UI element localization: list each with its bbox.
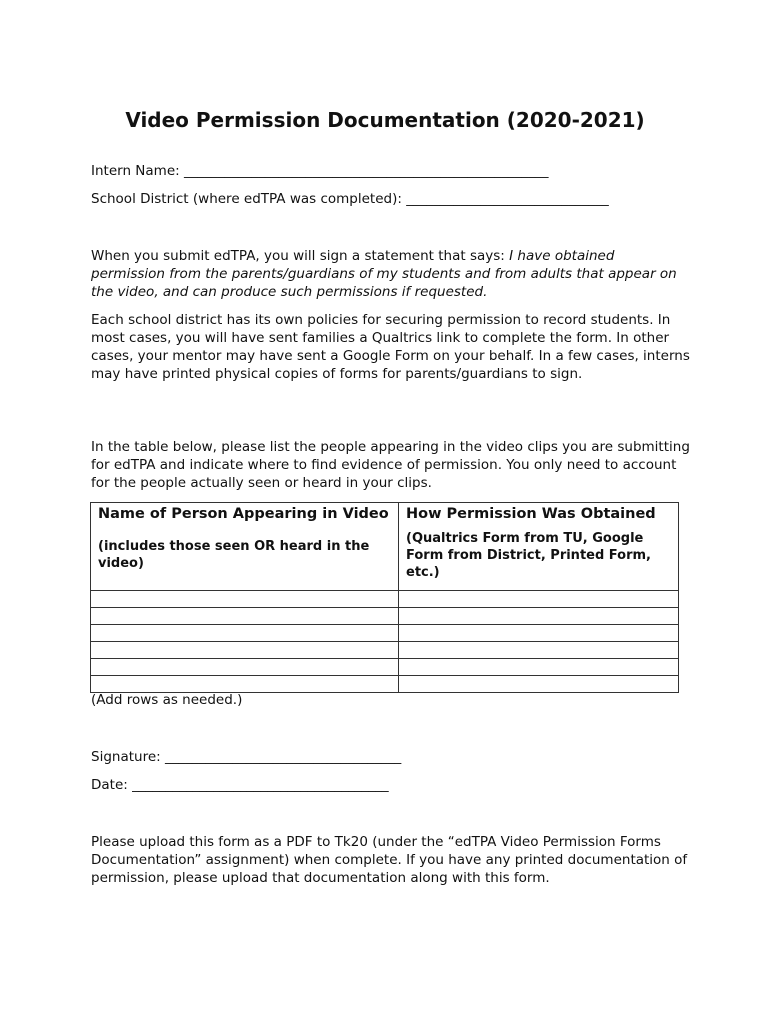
- name-cell: [91, 642, 399, 659]
- document-title: Video Permission Documentation (2020-2021): [125, 108, 645, 132]
- date-field: Date: ______________________________________: [91, 777, 389, 793]
- add-rows-note: (Add rows as needed.): [91, 692, 243, 708]
- header-permission-title: How Permission Was Obtained: [406, 506, 656, 522]
- permission-cell: [399, 625, 679, 642]
- table-row: [91, 625, 679, 642]
- table-header-permission: [399, 503, 679, 591]
- table-row: [91, 591, 679, 608]
- table-row: [91, 608, 679, 625]
- statement-paragraph: [91, 247, 691, 301]
- name-cell: [91, 608, 399, 625]
- statement-quote: I have obtained permission from the parents/guardians of my students and from adults that appear on the video, and can produce such permissions if requested.: [91, 248, 677, 300]
- table-header-name: [91, 503, 399, 591]
- permission-table: [90, 502, 679, 693]
- signature-field: Signature: ___________________________________: [91, 749, 402, 765]
- permission-cell: [399, 642, 679, 659]
- permission-cell: [399, 676, 679, 693]
- permission-cell: [399, 591, 679, 608]
- name-cell: [91, 591, 399, 608]
- statement-intro: When you submit edTPA, you will sign a statement that says:: [91, 248, 510, 264]
- table-instructions: In the table below, please list the people appearing in the video clips you are submitting for edTPA and indicate where to find evidence of permission. You only need to account for the people actually seen or heard in your clips.: [91, 439, 690, 491]
- name-cell: [91, 659, 399, 676]
- header-permission-subtitle: (Qualtrics Form from TU, Google Form from District, Printed Form, etc.): [406, 531, 651, 580]
- permission-cell: [399, 659, 679, 676]
- name-cell: [91, 676, 399, 693]
- header-name-title: Name of Person Appearing in Video: [98, 506, 389, 522]
- table-row: [91, 659, 679, 676]
- table-row: [91, 642, 679, 659]
- intern-name-field: Intern Name: ______________________________________________________: [91, 163, 549, 179]
- name-cell: [91, 625, 399, 642]
- table-header-row: [91, 503, 679, 591]
- school-district-field: School District (where edTPA was completed): ______________________________: [91, 191, 609, 207]
- permission-cell: [399, 608, 679, 625]
- table-row: [91, 676, 679, 693]
- policies-paragraph: Each school district has its own policies for securing permission to record students. In most cases, you will have sent families a Qualtrics link to complete the form. In other cases, your mentor may have sent a Google Form on your behalf. In a few cases, interns may have printed physical copies of forms for parents/guardians to sign.: [91, 312, 690, 382]
- upload-instructions: Please upload this form as a PDF to Tk20 (under the “edTPA Video Permission Forms Documentation” assignment) when complete. If you have any printed documentation of permission, please upload that documentation along with this form.: [91, 834, 688, 886]
- header-name-subtitle: (includes those seen OR heard in the video): [98, 539, 370, 571]
